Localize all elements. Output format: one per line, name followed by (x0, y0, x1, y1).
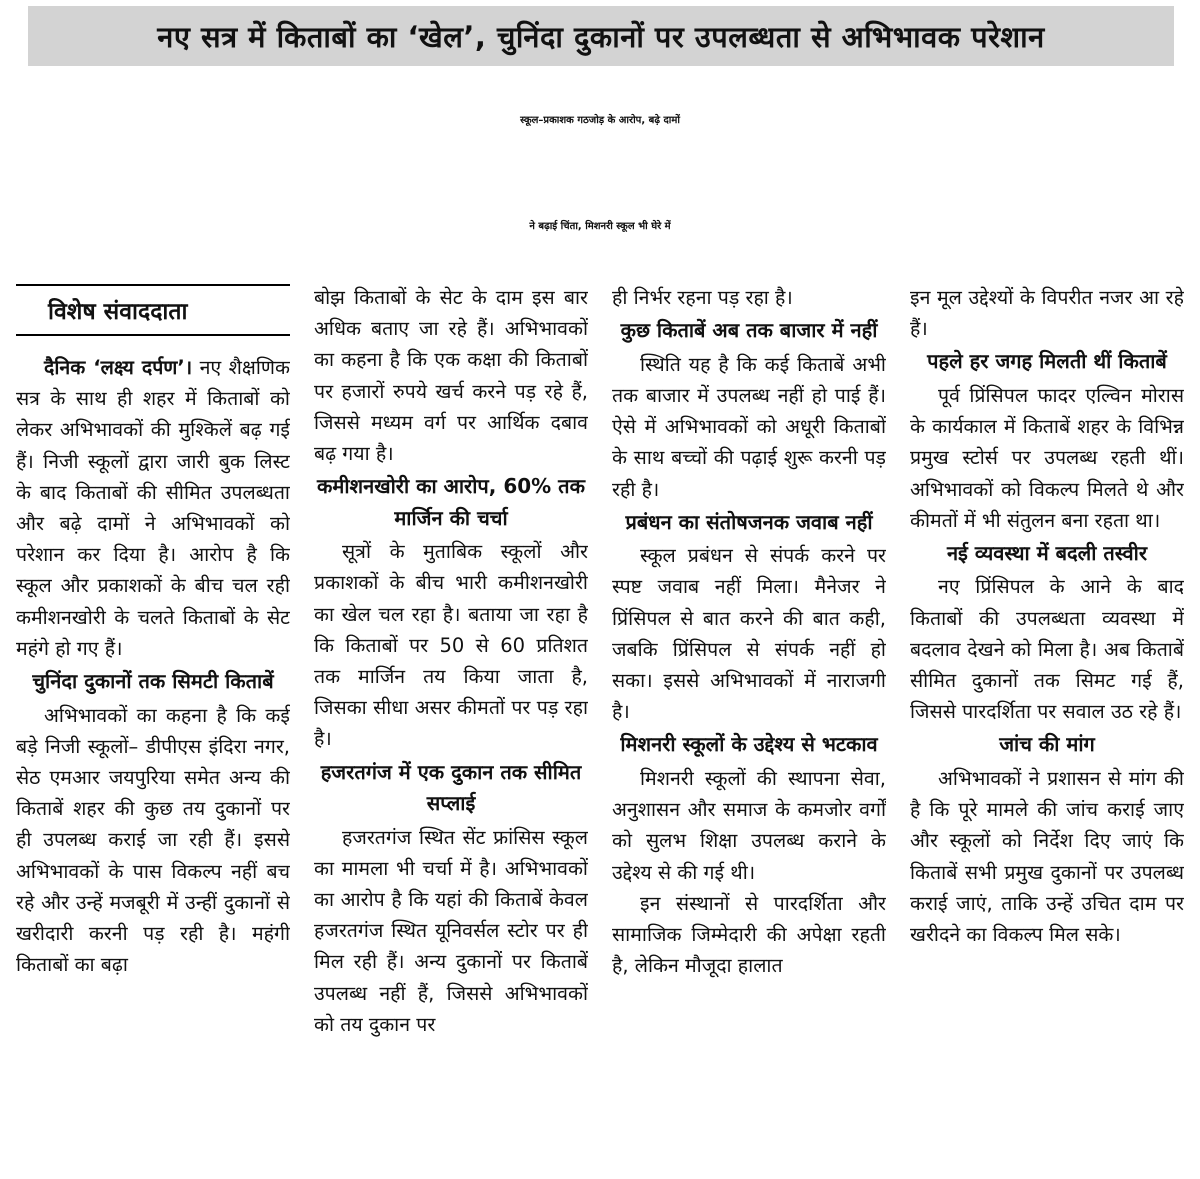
subheading: पहले हर जगह मिलती थीं किताबें (927, 349, 1167, 374)
byline: विशेष संवाददाता (16, 284, 290, 336)
lead-paragraph (16, 352, 290, 664)
paragraph: ही निर्भर रहना पड़ रहा है। (612, 286, 793, 309)
subheading: मिशनरी स्कूलों के उद्देश्य से भटकाव (620, 732, 878, 757)
paragraph: स्थिति यह है कि कई किताबें अभी तक बाजार में उपलब्ध नहीं हो पाई हैं। ऐसे में अभिभावकों को अधूरी किताबों के साथ बच्चों की पढ़ाई शुरू करनी पड़ रही है। (612, 352, 886, 501)
column-2 (314, 282, 588, 1172)
paragraph: अभिभावकों का कहना है कि कई बड़े निजी स्कूलों– डीपीएस इंदिरा नगर, सेठ एमआर जयपुरिया समेत अन्य की किताबें शहर की कुछ तय दुकानों पर ही उपलब्ध कराई जा रही हैं। इससे अभिभावकों के पास विकल्प नहीं बच रहे और उन्हें मजबूरी में उन्हीं दुकानों से खरीदारी करनी पड़ रही है। महंगी किताबों का बढ़ा (16, 703, 290, 977)
lead-text: नए शैक्षणिक सत्र के साथ ही शहर में किताबों को लेकर अभिभावकों की मुश्किलें बढ़ गई हैं। निजी स्कूलों द्वारा जारी बुक लिस्ट के बाद किताबों की सीमित उपलब्धता और बढ़े दामों ने अभिभावकों को परेशान कर दिया है। आरोप है कि स्कूल और प्रकाशकों के बीच चल रही कमीशनखोरी के चलते किताबों के सेट महंगे हो गए हैं। (16, 356, 290, 660)
subheading: हजरतगंज में एक दुकान तक सीमित सप्लाई (320, 759, 582, 816)
subheading: जांच की मांग (999, 732, 1095, 757)
kicker-strip (28, 6, 1174, 66)
subheading: प्रबंधन का संतोषजनक जवाब नहीं (625, 509, 873, 534)
kicker-text: नए सत्र में किताबों का ‘खेल’, चुनिंदा दुकानों पर उपलब्धता से अभिभावक परेशान (157, 19, 1045, 54)
column-3 (612, 282, 886, 1172)
subheading: नई व्यवस्था में बदली तस्वीर (946, 540, 1148, 565)
subheading: चुनिंदा दुकानों तक सिमटी किताबें (32, 669, 274, 694)
paragraph: बोझ किताबों के सेट के दाम इस बार अधिक बताए जा रहे हैं। अभिभावकों का कहना है कि एक कक्षा की किताबों पर हजारों रुपये खर्च करने पड़ रहे हैं, जिससे मध्यम वर्ग पर आर्थिक दबाव बढ़ गया है। (314, 286, 588, 466)
paragraph: इन मूल उद्देश्यों के विपरीत नजर आ रहे हैं। (910, 286, 1184, 341)
headline-line-2: ने बढ़ाई चिंता, मिशनरी स्कूल भी घेरे में (529, 221, 671, 232)
paragraph: स्कूल प्रबंधन से संपर्क करने पर स्पष्ट जवाब नहीं मिला। मैनेजर ने प्रिंसिपल से बात करने की बात कही, जबकि प्रिंसिपल से संपर्क नहीं हो सका। इससे अभिभावकों में नाराजगी है। (612, 544, 886, 724)
paragraph: मिशनरी स्कूलों की स्थापना सेवा, अनुशासन और समाज के कमजोर वर्गों को सुलभ शिक्षा उपलब्ध कराने के उद्देश्य से की गई थी। (612, 766, 886, 884)
subheading: कमीशनखोरी का आरोप, 60% तक मार्जिन की चर्चा (317, 474, 585, 530)
paragraph: पूर्व प्रिंसिपल फादर एल्विन मोरास के कार्यकाल में किताबें शहर के विभिन्न प्रमुख स्टोर्स पर उपलब्ध रहती थीं। अभिभावकों को विकल्प मिलते थे और कीमतों में भी संतुलन बना रहता था। (910, 383, 1184, 532)
paragraph: हजरतगंज स्थित सेंट फ्रांसिस स्कूल का मामला भी चर्चा में है। अभिभावकों का आरोप है कि यहां की किताबें केवल हजरतगंज स्थित यूनिवर्सल स्टोर पर ही मिल रही हैं। अन्य दुकानों पर किताबें उपलब्ध नहीं हैं, जिससे अभिभावकों को तय दुकान पर (314, 825, 588, 1036)
headline-line-1: स्कूल–प्रकाशक गठजोड़ के आरोप, बढ़े दामों (520, 115, 680, 126)
subheading: कुछ किताबें अब तक बाजार में नहीं (620, 318, 878, 343)
column-1 (16, 282, 290, 1172)
paragraph: सूत्रों के मुताबिक स्कूलों और प्रकाशकों के बीच भारी कमीशनखोरी का खेल चल रहा है। बताया जा रहा है कि किताबों पर 50 से 60 प्रतिशत तक मार्जिन तय किया जाता है, जिसका सीधा असर कीमतों पर पड़ रहा है। (314, 540, 588, 751)
dateline: दैनिक ‘लक्ष्य दर्पण’। (44, 356, 193, 379)
column-4 (910, 282, 1184, 1172)
paragraph: नए प्रिंसिपल के आने के बाद किताबों की उपलब्धता व्यवस्था में बदलाव देखने को मिला है। अब किताबें सीमित दुकानों तक सिमट गई हैं, जिससे पारदर्शिता पर सवाल उठ रहे हैं। (910, 575, 1184, 724)
paragraph: इन संस्थानों से पारदर्शिता और सामाजिक जिम्मेदारी की अपेक्षा रहती है, लेकिन मौजूदा हालात (612, 891, 886, 978)
paragraph: अभिभावकों ने प्रशासन से मांग की है कि पूरे मामले की जांच कराई जाए और स्कूलों को निर्देश दिए जाएं कि किताबें सभी प्रमुख दुकानों पर उपलब्ध कराई जाएं, ताकि उन्हें उचित दाम पर खरीदने का विकल्प मिल सके। (910, 766, 1184, 946)
